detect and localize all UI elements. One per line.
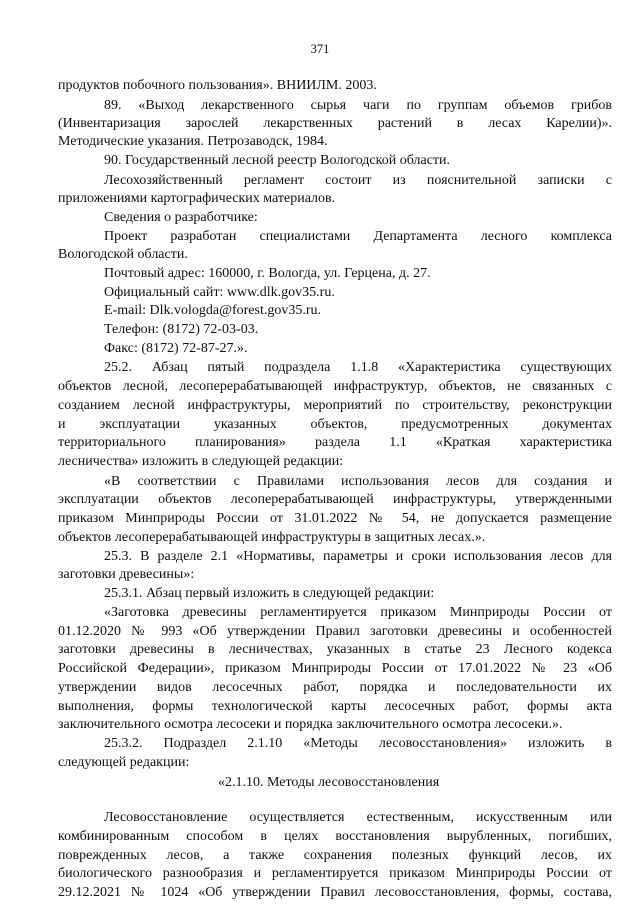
text-line: приказом Минприроды России от 31.01.2022 № 54, не допускается размещение [58, 511, 612, 526]
text-line: заготовки древесины»: [58, 567, 195, 582]
text-line: Сведения о разработчике: [104, 210, 258, 225]
text-line: территориального планирования» раздела 1.1 «Краткая характеристика [58, 435, 612, 450]
text-line: «Заготовка древесины регламентируется приказом Минприроды России от [104, 605, 612, 620]
text-line: 25.3. В разделе 2.1 «Нормативы, параметры и сроки использования лесов для [104, 549, 612, 564]
text-line: комбинированным способом в целях восстановления вырубленных, погибших, [58, 829, 612, 844]
text-line: Методические указания. Петрозаводск, 1984. [58, 134, 328, 149]
text-line: созданием лесной инфраструктуры, мероприятий по строительству, реконструкции [58, 398, 612, 413]
text-line: следующей редакции: [58, 755, 190, 770]
text-line: E-mail: Dlk.vologda@forest.gov35.ru. [104, 303, 322, 318]
text-line: утверждении видов лесосечных работ, порядка и последовательности их [58, 680, 612, 695]
text-line: эксплуатации объектов лесоперерабатывающей инфраструктуры, утвержденными [58, 492, 612, 507]
text-line: Лесохозяйственный регламент состоит из пояснительной записки с [104, 173, 612, 188]
text-line: 25.3.1. Абзац первый изложить в следующей редакции: [104, 586, 435, 601]
text-line: заключительного осмотра лесосеки и порядка заключительного осмотра лесосеки.». [58, 717, 563, 732]
text-line: продуктов побочного пользования». ВНИИЛМ. 2003. [58, 78, 377, 93]
text-line: 01.12.2020 № 993 «Об утверждении Правил заготовки древесины и особенностей [58, 624, 612, 639]
text-line: выполнения, формы технологической карты лесосечных работ, формы акта [58, 699, 612, 714]
text-line: заготовки древесины в лесничествах, указанных в статье 23 Лесного кодекса [58, 642, 612, 657]
text-line: Лесовосстановление осуществляется естественным, искусственным или [104, 810, 612, 825]
text-line: Российской Федерации», приказом Минприроды России от 17.01.2022 № 23 «Об [58, 661, 612, 676]
text-line: Вологодской области. [58, 247, 188, 262]
text-line: приложениями картографических материалов. [58, 191, 336, 206]
text-line: 29.12.2021 № 1024 «Об утверждении Правил лесовосстановления, формы, состава, [58, 885, 612, 900]
text-line: объектов лесоперерабатывающей инфраструктуры в защитных лесах.». [58, 530, 486, 545]
text-line: 25.2. Абзац пятый подраздела 1.1.8 «Характеристика существующих [104, 360, 612, 375]
text-line: Факс: (8172) 72-87-27.». [104, 341, 248, 356]
text-line: 90. Государственный лесной реестр Вологодской области. [104, 153, 451, 168]
text-line: Почтовый адрес: 160000, г. Вологда, ул. Герцена, д. 27. [104, 266, 431, 281]
text-line: и эксплуатации указанных объектов, предусмотренных документах [58, 417, 612, 432]
text-line: 25.3.2. Подраздел 2.1.10 «Методы лесовосстановления» изложить в [104, 736, 612, 751]
text-line: биологического разнообразия и регламентируется приказом Минприроды России от [58, 866, 612, 881]
page-number: 371 [310, 42, 330, 56]
section-heading: «2.1.10. Методы лесовосстановления [218, 775, 440, 790]
text-line: 89. «Выход лекарственного сырья чаги по группам объемов грибов [104, 98, 612, 113]
text-line: (Инвентаризация зарослей лекарственных растений в лесах Карелии)». [58, 116, 612, 131]
text-line: поврежденных лесов, а также сохранения полезных функций лесов, их [58, 848, 612, 863]
text-line: Официальный сайт: www.dlk.gov35.ru. [104, 285, 335, 300]
text-line: «В соответствии с Правилами использования лесов для создания и [104, 474, 612, 489]
text-line: объектов лесной, лесоперерабатывающей инфраструктур, объектов, не связанных с [58, 379, 612, 394]
text-line: лесничества» изложить в следующей редакции: [58, 454, 344, 469]
text-line: Телефон: (8172) 72-03-03. [104, 322, 259, 337]
text-line: Проект разработан специалистами Департамента лесного комплекса [104, 229, 612, 244]
